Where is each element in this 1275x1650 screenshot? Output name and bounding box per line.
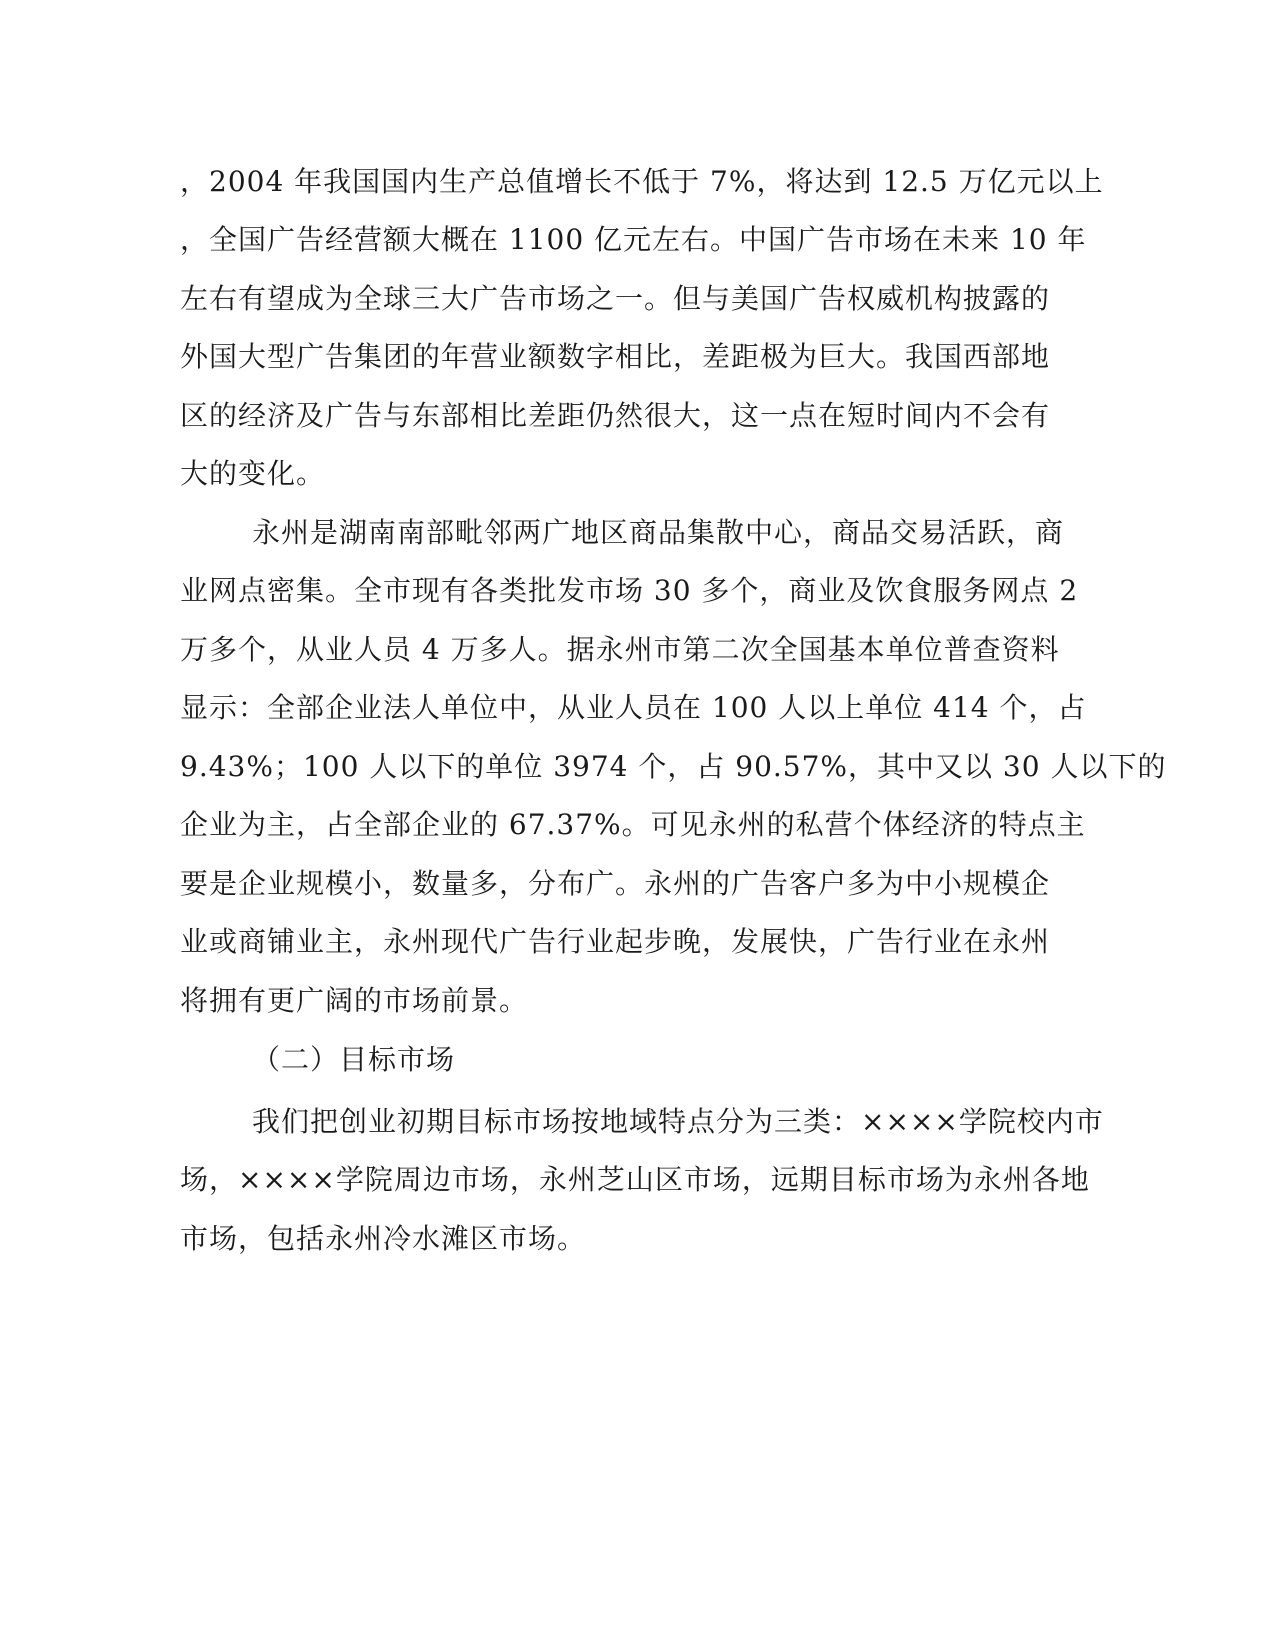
paragraph-2-line-4: 显示：全部企业法人单位中，从业人员在 100 人以上单位 414 个，占 — [180, 691, 1087, 724]
paragraph-3-line-2: 场，××××学院周边市场，永州芝山区市场，远期目标市场为永州各地 — [180, 1163, 1090, 1196]
paragraph-2-line-3: 万多个，从业人员 4 万多人。据永州市第二次全国基本单位普查资料 — [180, 633, 1060, 666]
paragraph-2-line-6: 企业为主，占全部企业的 67.37%。可见永州的私营个体经济的特点主 — [180, 808, 1086, 841]
paragraph-3-line-3: 市场，包括永州冷水滩区市场。 — [180, 1222, 587, 1255]
paragraph-2-line-2: 业网点密集。全市现有各类批发市场 30 多个，商业及饮食服务网点 2 — [180, 574, 1079, 607]
paragraph-2-line-5: 9.43%；100 人以下的单位 3974 个，占 90.57%，其中又以 30 人以下的 — [180, 750, 1167, 783]
paragraph-2-line-9: 将拥有更广阔的市场前景。 — [180, 984, 529, 1017]
paragraph-1-line-2: ，全国广告经营额大概在 1100 亿元左右。中国广告市场在未来 10 年 — [180, 223, 1087, 256]
paragraph-2-line-1: 永州是湖南南部毗邻两广地区商品集散中心，商品交易活跃，商 — [252, 516, 1065, 549]
paragraph-2-line-8: 业或商铺业主，永州现代广告行业起步晚，发展快，广告行业在永州 — [180, 925, 1051, 958]
paragraph-2-line-7: 要是企业规模小，数量多，分布广。永州的广告客户多为中小规模企 — [180, 867, 1051, 900]
paragraph-1-line-6: 大的变化。 — [180, 457, 326, 490]
section-heading: （二）目标市场 — [252, 1043, 456, 1076]
paragraph-1-line-1: ，2004 年我国国内生产总值增长不低于 7%，将达到 12.5 万亿元以上 — [180, 165, 1104, 198]
paragraph-1-line-5: 区的经济及广告与东部相比差距仍然很大，这一点在短时间内不会有 — [180, 399, 1051, 432]
paragraph-1-line-4: 外国大型广告集团的年营业额数字相比，差距极为巨大。我国西部地 — [180, 340, 1051, 373]
paragraph-3-line-1: 我们把创业初期目标市场按地域特点分为三类：××××学院校内市 — [252, 1105, 1104, 1138]
paragraph-1-line-3: 左右有望成为全球三大广告市场之一。但与美国广告权威机构披露的 — [180, 282, 1051, 315]
